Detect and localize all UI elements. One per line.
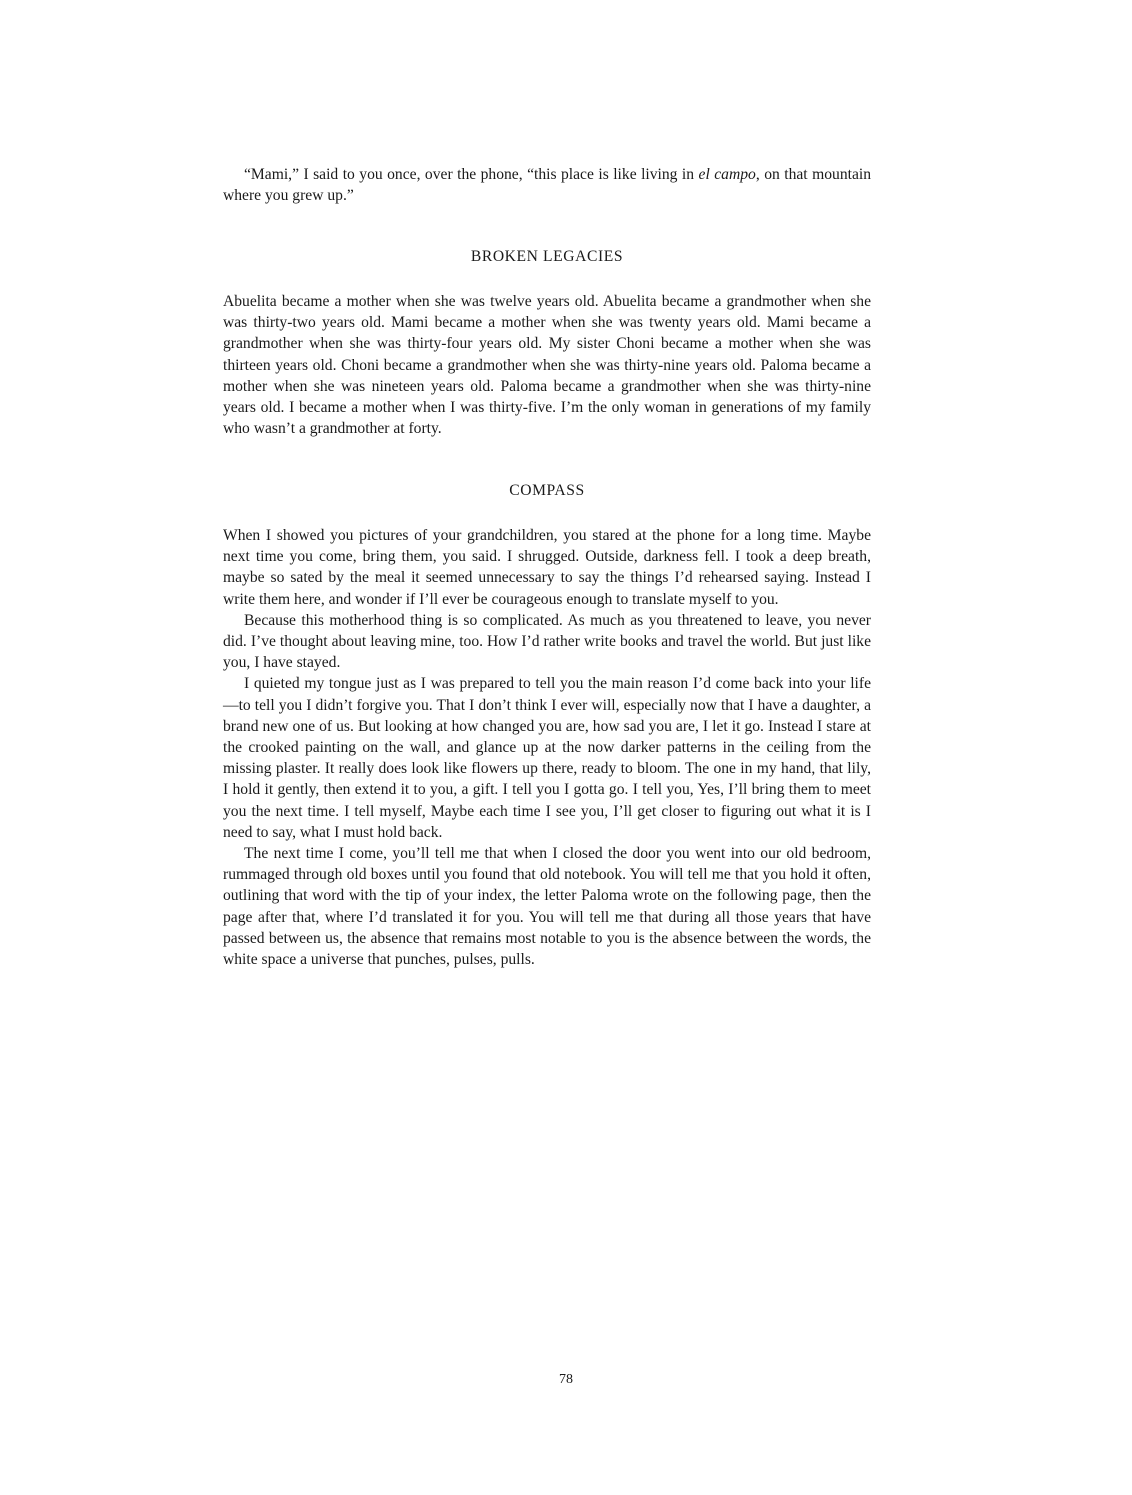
compass-paragraph-1: When I showed you pictures of your grandchildren, you stared at the phone for a long time. Maybe next time you come, bring them, you said. I shrugged. Outside, darkness fell. I took a deep breath, maybe so sated by the meal it seemed unnecessary to say the things I’d rehearsed saying. Instead I write them here, and wonder if I’ll ever be courageous enough to translate myself to you.: [223, 527, 871, 608]
section-heading-compass: COMPASS: [509, 482, 585, 499]
section-heading-broken-legacies: BROKEN LEGACIES: [470, 248, 624, 265]
compass-paragraph-3: I quieted my tongue just as I was prepared to tell you the main reason I’d come back into your life—to tell you I didn’t forgive you. That I don’t think I ever will, especially now that I have a daughter, a brand new one of us. But looking at how changed you are, how sad you are, I let it go. Instead I stare at the crooked painting on the wall, and glance up at the now darker patterns in the ceiling from the missing plaster. It really does look like flowers up there, ready to bloom. The one in my hand, that lily, I hold it gently, then extend it to you, a gift. I tell you I gotta go. I tell you, Yes, I’ll bring them to meet you the next time. I tell myself, Maybe each time I see you, I’ll get closer to figuring out what it is I need to say, what I must hold back.: [223, 675, 871, 841]
opening-text-end: , on that mountain where you grew up.”: [223, 166, 871, 205]
compass-body: [223, 525, 871, 970]
compass-paragraph-4: The next time I come, you’ll tell me that when I closed the door you went into our old bedroom, rummaged through old boxes until you found that old notebook. You will tell me that you hold it often, outlining that word with the tip of your index, the letter Paloma wrote on the following page, then the page after that, where I’d translated it for you. You will tell me that during all those years that have passed between us, the absence that remains most notable to you is the absence between the words, the white space a universe that punches, pulses, pulls.: [223, 845, 871, 969]
compass-paragraph-2: Because this motherhood thing is so complicated. As much as you threatened to leave, you never did. I’ve thought about leaving mine, too. How I’d rather write books and travel the world. But just like you, I have stayed.: [223, 611, 871, 672]
opening-passage: [223, 164, 871, 206]
page-number: 78: [559, 1372, 573, 1387]
opening-text-start: “Mami,” I said to you once, over the phone, “this place is like living in: [244, 166, 699, 183]
broken-legacies-paragraph: Abuelita became a mother when she was twelve years old. Abuelita became a grandmother when she was thirty-two years old. Mami became a mother when she was twenty years old. Mami became a grandmother when she was thirty-four years old. My sister Choni became a mother when she was thirteen years old. Choni became a grandmother when she was thirty-nine years old. Paloma became a mother when she was nineteen years old. Paloma became a grandmother when she was thirty-nine years old. I became a mother when I was thirty-five. I’m the only woman in generations of my family who wasn’t a grandmother at forty.: [223, 293, 871, 438]
broken-legacies-body: [223, 291, 871, 439]
opening-paragraph: [223, 164, 871, 206]
opening-text-italic: el campo: [698, 166, 756, 183]
